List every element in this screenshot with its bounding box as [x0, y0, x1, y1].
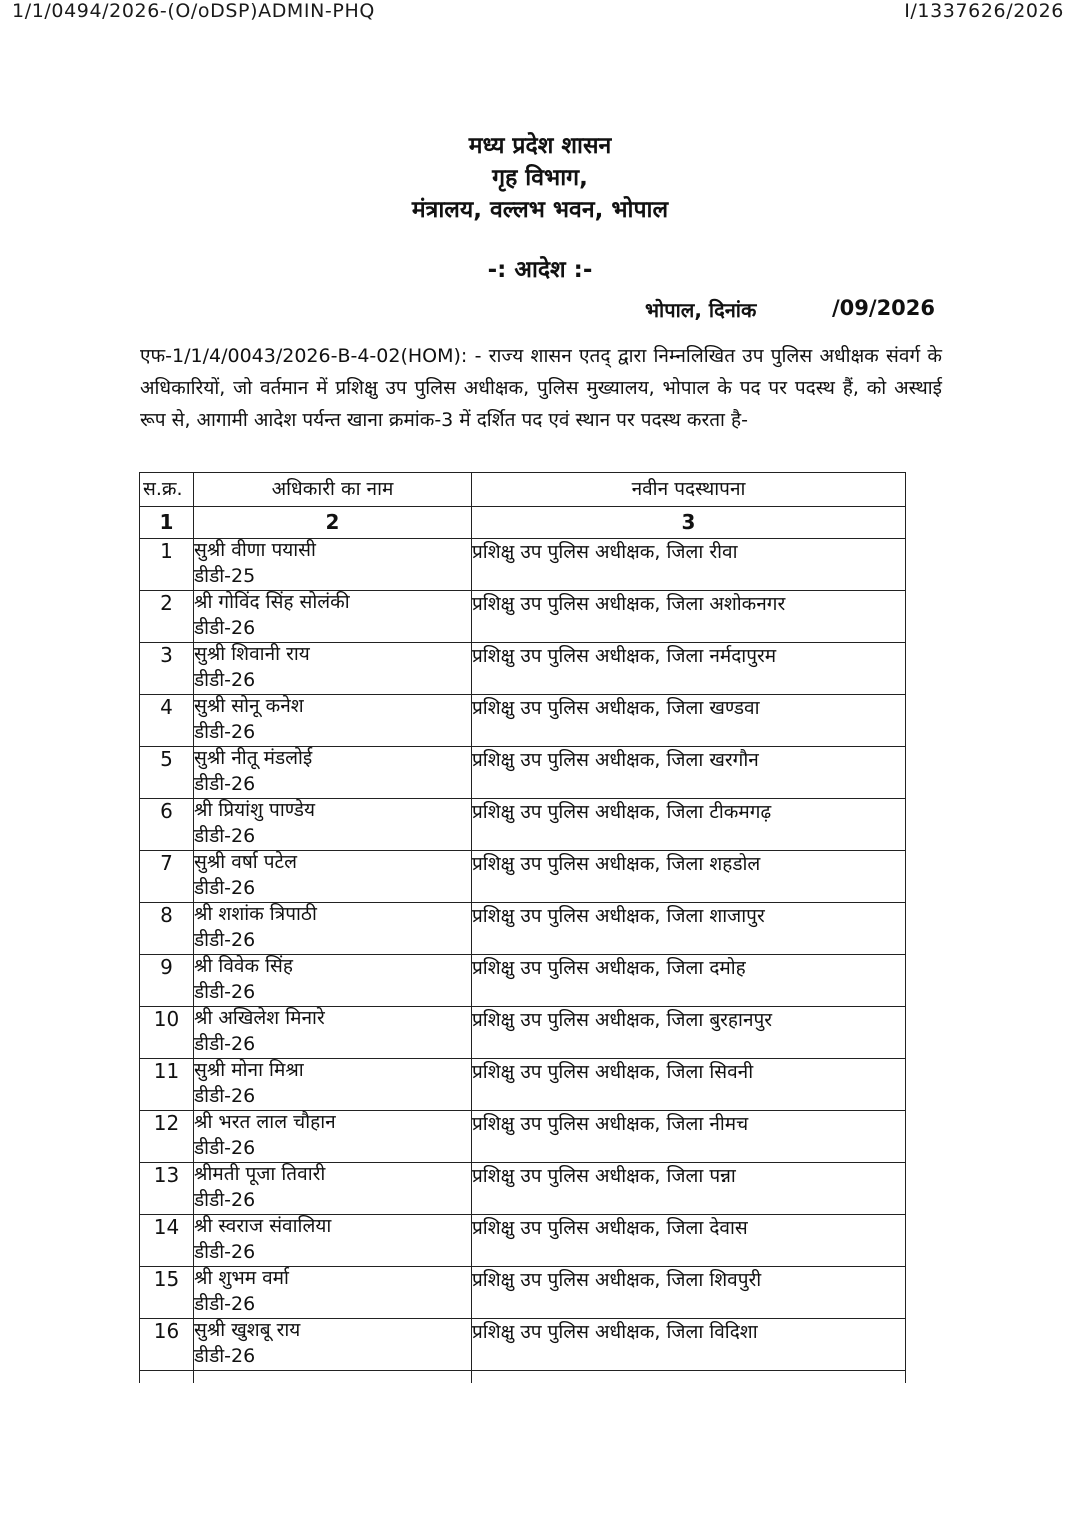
officer-cell	[194, 747, 472, 799]
officer-cell	[194, 851, 472, 903]
officer-cell	[194, 903, 472, 955]
officer-batch: डीडी-26	[194, 1085, 256, 1107]
column-number: 1	[140, 507, 194, 539]
officer-cell	[194, 1215, 472, 1267]
officer-batch: डीडी-26	[194, 721, 256, 743]
new-posting: प्रशिक्षु उप पुलिस अधीक्षक, जिला नीमच	[472, 1111, 906, 1163]
table-row	[140, 1163, 906, 1215]
serial-number: 8	[140, 903, 194, 955]
serial-number: 4	[140, 695, 194, 747]
officer-cell	[194, 1319, 472, 1371]
serial-number: 13	[140, 1163, 194, 1215]
officer-name: श्री प्रियांशु पाण्डेय	[194, 799, 315, 821]
officer-batch: डीडी-26	[194, 773, 256, 795]
empty-cell	[472, 1371, 906, 1384]
table-row	[140, 903, 906, 955]
officer-batch: डीडी-26	[194, 929, 256, 951]
officer-name: श्री विवेक सिंह	[194, 955, 293, 977]
officer-batch: डीडी-26	[194, 617, 256, 639]
officer-name: श्री शशांक त्रिपाठी	[194, 903, 317, 925]
officer-cell	[194, 799, 472, 851]
serial-number: 14	[140, 1215, 194, 1267]
date-value: /09/2026	[832, 296, 936, 320]
officer-name: सुश्री मोना मिश्रा	[194, 1059, 304, 1081]
column-number: 3	[472, 507, 906, 539]
officer-name: श्री अखिलेश मिनारे	[194, 1007, 325, 1029]
table-row	[140, 747, 906, 799]
office-address-heading: मंत्रालय, वल्लभ भवन, भोपाल	[411, 197, 669, 223]
officer-cell	[194, 1007, 472, 1059]
officer-batch: डीडी-26	[194, 877, 256, 899]
officer-name: सुश्री सोनू कनेश	[194, 695, 304, 717]
new-posting: प्रशिक्षु उप पुलिस अधीक्षक, जिला दमोह	[472, 955, 906, 1007]
serial-number: 12	[140, 1111, 194, 1163]
officer-name: श्री स्वराज संवालिया	[194, 1215, 332, 1237]
serial-number: 11	[140, 1059, 194, 1111]
officer-batch: डीडी-25	[194, 565, 256, 587]
serial-number: 7	[140, 851, 194, 903]
file-reference-right: I/1337626/2026	[904, 0, 1064, 22]
new-posting: प्रशिक्षु उप पुलिस अधीक्षक, जिला बुरहानपुर	[472, 1007, 906, 1059]
order-title: -: आदेश :-	[487, 257, 593, 283]
table-column-number-row	[140, 507, 906, 539]
table-header-row	[140, 473, 906, 507]
officer-cell	[194, 1059, 472, 1111]
table-row	[140, 799, 906, 851]
column-number: 2	[194, 507, 472, 539]
table-row	[140, 1111, 906, 1163]
officer-cell	[194, 1111, 472, 1163]
officer-batch: डीडी-26	[194, 1137, 256, 1159]
government-heading: मध्य प्रदेश शासन	[468, 133, 612, 159]
new-posting: प्रशिक्षु उप पुलिस अधीक्षक, जिला विदिशा	[472, 1319, 906, 1371]
new-posting: प्रशिक्षु उप पुलिस अधीक्षक, जिला अशोकनगर	[472, 591, 906, 643]
order-body-text: एफ-1/1/4/0043/2026-B-4-02(HOM): - राज्य शासन एतद् द्वारा निम्नलिखित उप पुलिस अधीक्षक संवर्ग के अधिकारियों, जो वर्तमान में प्रशिक्षु उप पुलिस अधीक्षक, पुलिस मुख्यालय, भोपाल के पद पर पदस्थ हैं, को अस्थाई रूप से, आगामी आदेश पर्यन्त खाना क्रमांक-3 में दर्शित पद एवं स्थान पर पदस्थ करता है-	[140, 345, 942, 431]
officer-cell	[194, 1163, 472, 1215]
officer-cell	[194, 955, 472, 1007]
officer-name: श्रीमती पूजा तिवारी	[194, 1163, 326, 1185]
new-posting: प्रशिक्षु उप पुलिस अधीक्षक, जिला सिवनी	[472, 1059, 906, 1111]
table-row	[140, 539, 906, 591]
officer-batch: डीडी-26	[194, 981, 256, 1003]
officer-batch: डीडी-26	[194, 1293, 256, 1315]
officer-name: सुश्री खुशबू राय	[194, 1319, 301, 1341]
officer-name: सुश्री शिवानी राय	[194, 643, 310, 665]
serial-number: 9	[140, 955, 194, 1007]
header-serial-number: स.क्र.	[140, 473, 194, 507]
table-continuation-row	[140, 1371, 906, 1384]
serial-number: 15	[140, 1267, 194, 1319]
officer-batch: डीडी-26	[194, 669, 256, 691]
header-officer-name: अधिकारी का नाम	[194, 473, 472, 507]
new-posting: प्रशिक्षु उप पुलिस अधीक्षक, जिला शाजापुर	[472, 903, 906, 955]
new-posting: प्रशिक्षु उप पुलिस अधीक्षक, जिला पन्ना	[472, 1163, 906, 1215]
new-posting: प्रशिक्षु उप पुलिस अधीक्षक, जिला शहडोल	[472, 851, 906, 903]
table-row	[140, 1007, 906, 1059]
new-posting: प्रशिक्षु उप पुलिस अधीक्षक, जिला खरगौन	[472, 747, 906, 799]
table-row	[140, 955, 906, 1007]
new-posting: प्रशिक्षु उप पुलिस अधीक्षक, जिला शिवपुरी	[472, 1267, 906, 1319]
officer-cell	[194, 591, 472, 643]
officer-name: श्री शुभम वर्मा	[194, 1267, 289, 1289]
new-posting: प्रशिक्षु उप पुलिस अधीक्षक, जिला नर्मदापुरम	[472, 643, 906, 695]
posting-table	[139, 472, 906, 1383]
empty-cell	[140, 1371, 194, 1384]
officer-batch: डीडी-26	[194, 1189, 256, 1211]
officer-batch: डीडी-26	[194, 825, 256, 847]
officer-cell	[194, 539, 472, 591]
officer-name: सुश्री वीणा पयासी	[194, 539, 316, 561]
officer-batch: डीडी-26	[194, 1345, 256, 1367]
date-label: भोपाल, दिनांक	[645, 298, 757, 322]
officer-name: सुश्री वर्षा पटेल	[194, 851, 298, 873]
table-row	[140, 1059, 906, 1111]
serial-number: 10	[140, 1007, 194, 1059]
file-reference-left: 1/1/0494/2026-(O/oDSP)ADMIN-PHQ	[12, 0, 375, 22]
serial-number: 6	[140, 799, 194, 851]
new-posting: प्रशिक्षु उप पुलिस अधीक्षक, जिला रीवा	[472, 539, 906, 591]
officer-cell	[194, 1267, 472, 1319]
serial-number: 3	[140, 643, 194, 695]
table-row	[140, 1319, 906, 1371]
serial-number: 2	[140, 591, 194, 643]
table-row	[140, 591, 906, 643]
officer-name: श्री भरत लाल चौहान	[194, 1111, 336, 1133]
empty-cell	[194, 1371, 472, 1384]
department-heading: गृह विभाग,	[492, 165, 588, 191]
header-new-posting: नवीन पदस्थापना	[472, 473, 906, 507]
officer-name: सुश्री नीतू मंडलोई	[194, 747, 313, 769]
table-row	[140, 695, 906, 747]
table-row	[140, 1267, 906, 1319]
officer-cell	[194, 643, 472, 695]
table-row	[140, 1215, 906, 1267]
officer-batch: डीडी-26	[194, 1241, 256, 1263]
new-posting: प्रशिक्षु उप पुलिस अधीक्षक, जिला टीकमगढ़	[472, 799, 906, 851]
officer-name: श्री गोविंद सिंह सोलंकी	[194, 591, 350, 613]
officer-cell	[194, 695, 472, 747]
serial-number: 5	[140, 747, 194, 799]
serial-number: 16	[140, 1319, 194, 1371]
table-body	[140, 539, 906, 1384]
new-posting: प्रशिक्षु उप पुलिस अधीक्षक, जिला देवास	[472, 1215, 906, 1267]
table-row	[140, 851, 906, 903]
table-row	[140, 643, 906, 695]
new-posting: प्रशिक्षु उप पुलिस अधीक्षक, जिला खण्डवा	[472, 695, 906, 747]
officer-batch: डीडी-26	[194, 1033, 256, 1055]
serial-number: 1	[140, 539, 194, 591]
